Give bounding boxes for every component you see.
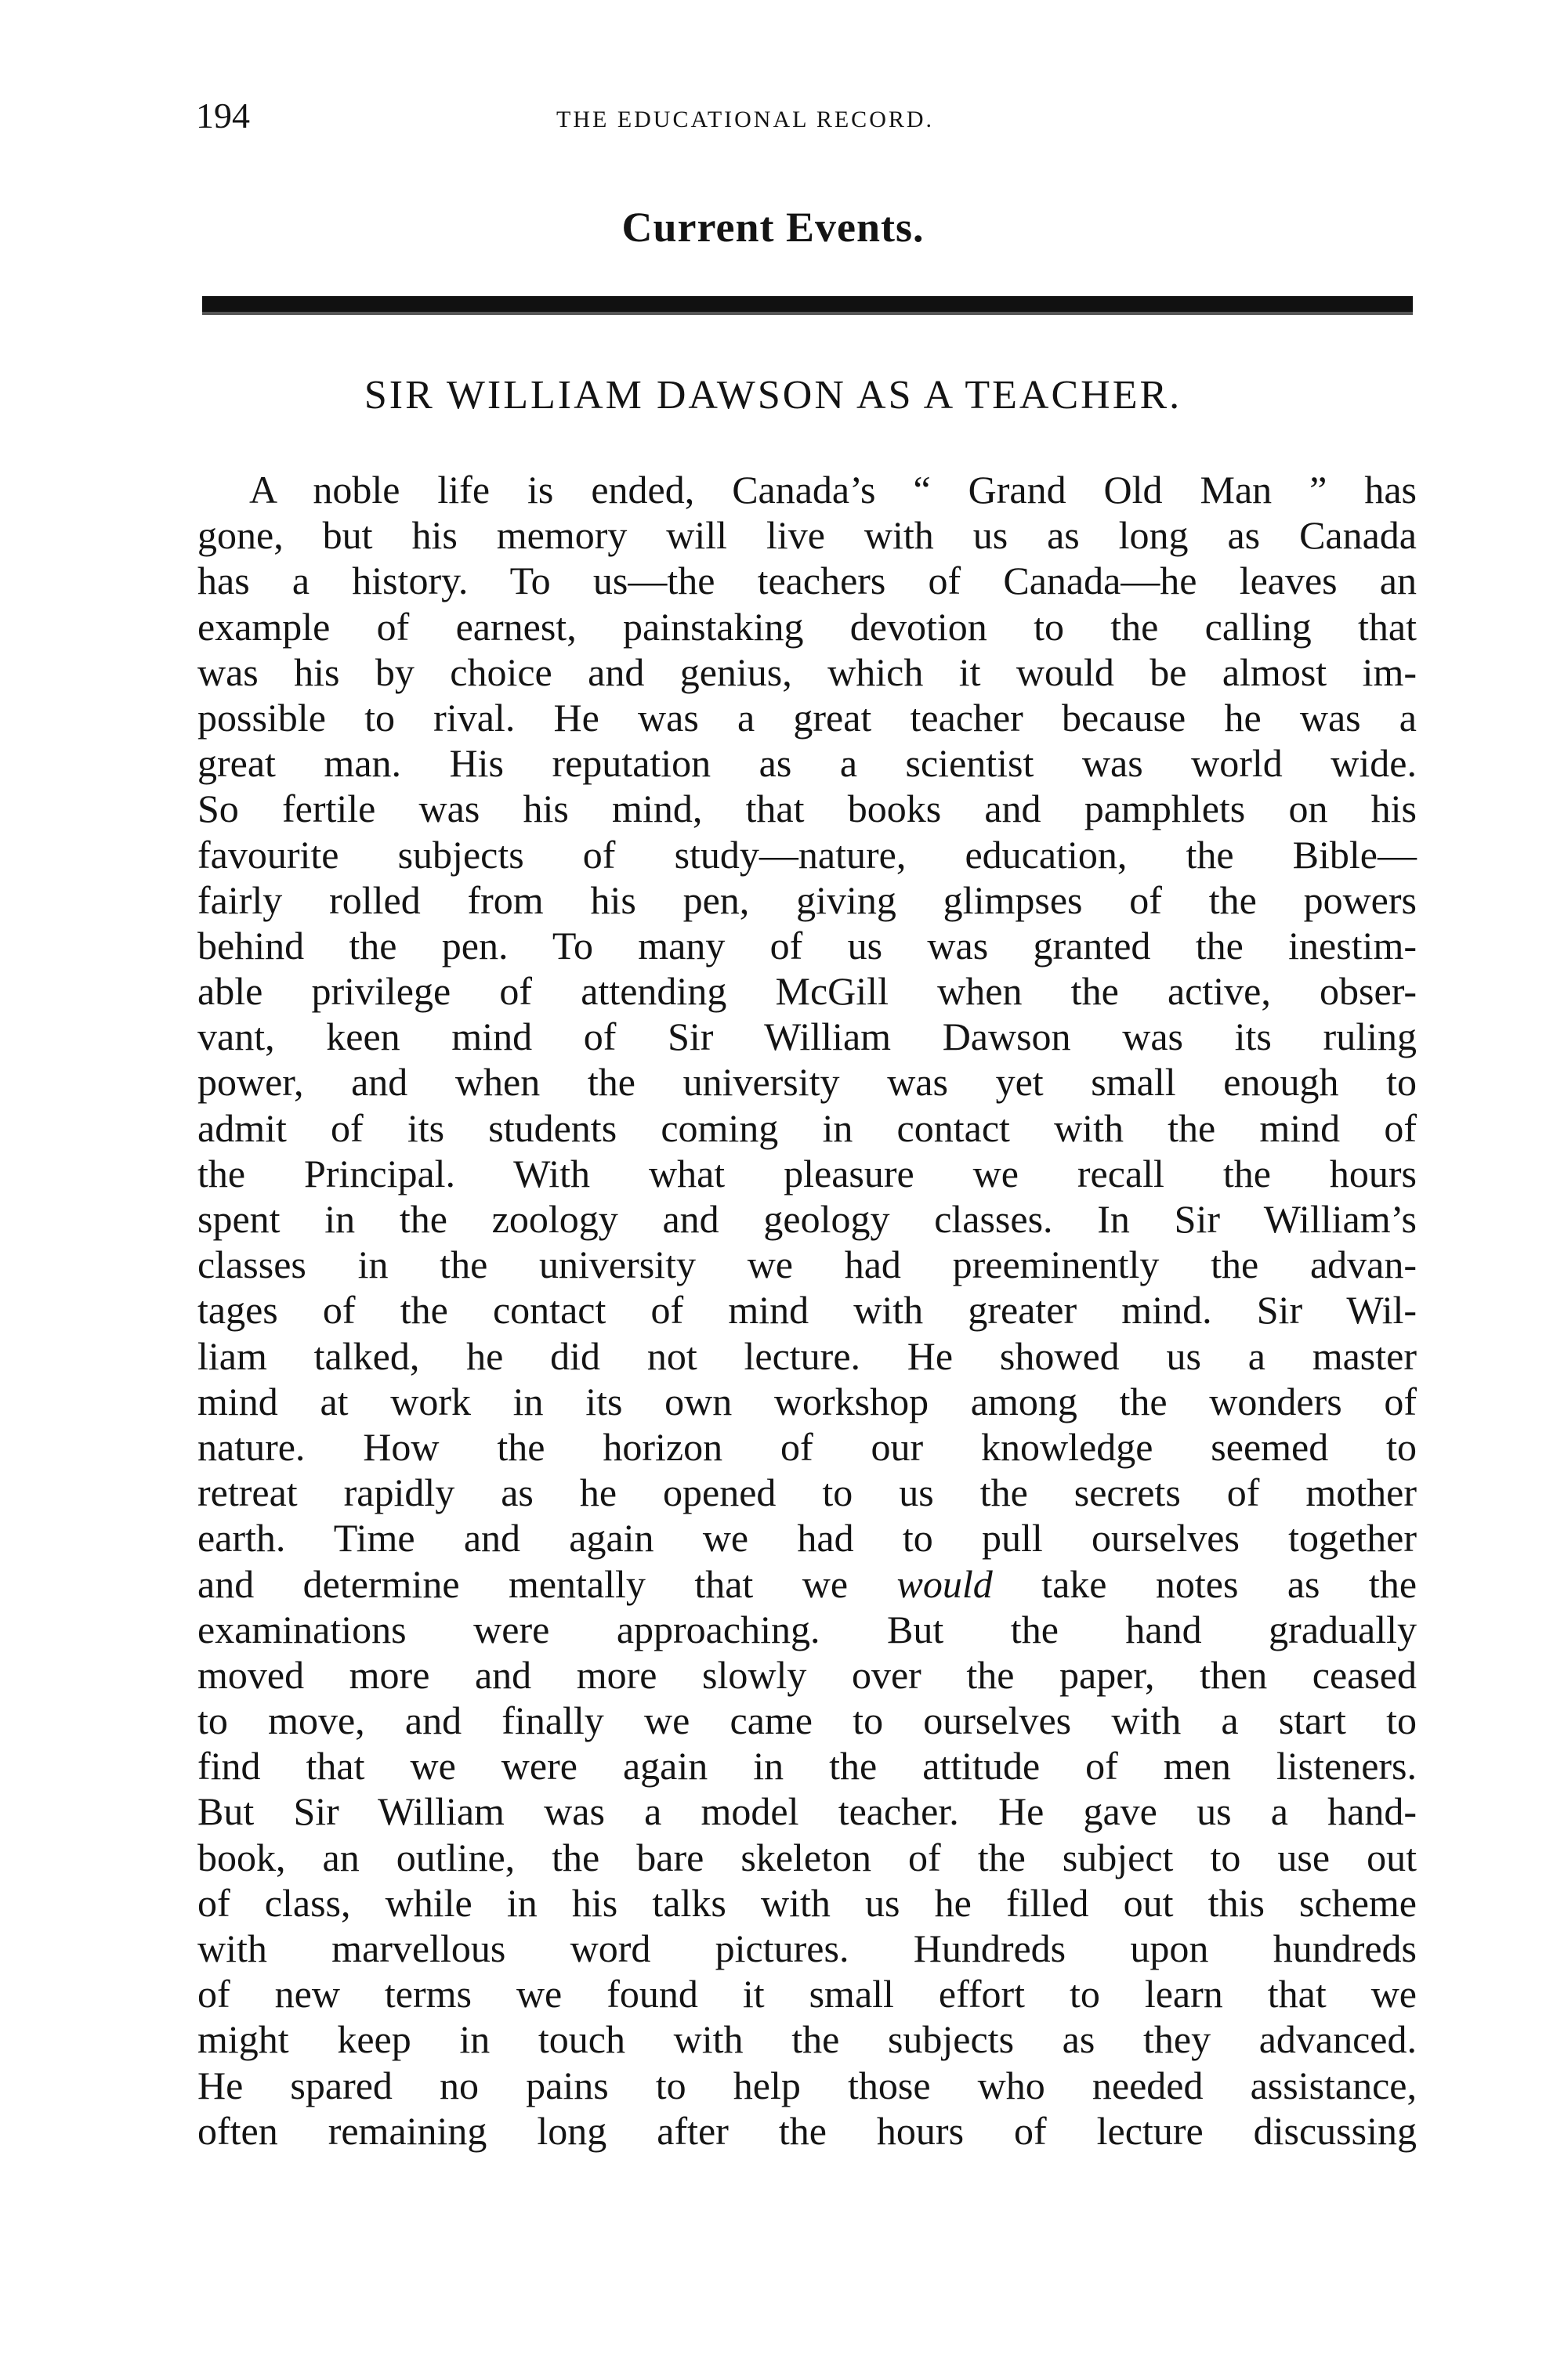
body-line: tages of the contact of mind with greater mind. Sir Wil- <box>197 1288 1417 1333</box>
body-line-part: take notes as the <box>1041 1561 1417 1606</box>
body-line: power, and when the university was yet small enough to <box>197 1060 1417 1105</box>
body-line: might keep in touch with the subjects as they advanced. <box>197 2017 1417 2062</box>
section-title: Current Events. <box>621 204 925 251</box>
body-line: admit of its students coming in contact with the mind of <box>197 1105 1417 1150</box>
body-line: moved more and more slowly over the paper, then ceased <box>197 1652 1417 1697</box>
body-line: mind at work in its own workshop among the wonders of <box>197 1379 1417 1423</box>
italic-word: would <box>896 1561 993 1606</box>
article-body <box>197 467 1417 2154</box>
body-line: example of earnest, painstaking devotion to the calling that <box>197 604 1417 649</box>
body-line: able privilege of attending McGill when the active, obser- <box>197 969 1417 1014</box>
body-line: fairly rolled from his pen, giving glimpses of the powers <box>197 877 1417 922</box>
body-line: liam talked, he did not lecture. He showed us a master <box>197 1333 1417 1378</box>
body-line: So fertile was his mind, that books and pamphlets on his <box>197 787 1417 831</box>
article-title: SIR WILLIAM DAWSON AS A TEACHER. <box>364 373 1182 418</box>
body-line: find that we were again in the attitude of men listeners. <box>197 1744 1417 1789</box>
body-line: with marvellous word pictures. Hundreds upon hundreds <box>197 1926 1417 1970</box>
section-rule-thin <box>202 312 1413 315</box>
body-line: vant, keen mind of Sir William Dawson was its ruling <box>197 1015 1417 1059</box>
body-line: the Principal. With what pleasure we recall the hours <box>197 1151 1417 1195</box>
body-line: spent in the zoology and geology classes. In Sir William’s <box>197 1197 1417 1241</box>
body-line: He spared no pains to help those who needed assistance, <box>197 2063 1417 2107</box>
body-line: nature. How the horizon of our knowledge seemed to <box>197 1424 1417 1469</box>
body-line: A noble life is ended, Canada’s “ Grand Old Man ” has <box>249 468 1417 512</box>
body-line: of new terms we found it small effort to learn that we <box>197 1972 1417 2016</box>
body-line: to move, and finally we came to ourselves with a start to <box>197 1698 1417 1743</box>
journal-title: THE EDUCATIONAL RECORD. <box>556 107 935 132</box>
body-line: gone, but his memory will live with us as long as Canada <box>197 513 1417 558</box>
body-line: book, an outline, the bare skeleton of the subject to use out <box>197 1835 1417 1879</box>
body-line: favourite subjects of study—nature, education, the Bible— <box>197 832 1417 877</box>
body-line: classes in the university we had preeminently the advan- <box>197 1242 1417 1287</box>
body-line: has a history. To us—the teachers of Canada—he leaves an <box>197 559 1417 603</box>
page-number: 194 <box>196 96 250 136</box>
body-line: often remaining long after the hours of lecture discussing <box>197 2108 1417 2153</box>
body-line: examinations were approaching. But the hand gradually <box>197 1607 1417 1651</box>
body-line: possible to rival. He was a great teacher because he was a <box>197 695 1417 740</box>
body-line: behind the pen. To many of us was granted the inestim- <box>197 923 1417 968</box>
body-line: of class, while in his talks with us he filled out this scheme <box>197 1880 1417 1925</box>
body-line: earth. Time and again we had to pull ourselves together <box>197 1516 1417 1561</box>
body-line <box>197 1561 1417 1607</box>
body-line: great man. His reputation as a scientist was world wide. <box>197 741 1417 786</box>
running-head <box>196 92 1418 147</box>
body-line: was his by choice and genius, which it would be almost im- <box>197 649 1417 694</box>
section-rule <box>202 296 1413 312</box>
body-line: But Sir William was a model teacher. He gave us a hand- <box>197 1789 1417 1834</box>
body-line-part: and determine mentally that we <box>197 1561 849 1606</box>
body-line: retreat rapidly as he opened to us the secrets of mother <box>197 1470 1417 1515</box>
